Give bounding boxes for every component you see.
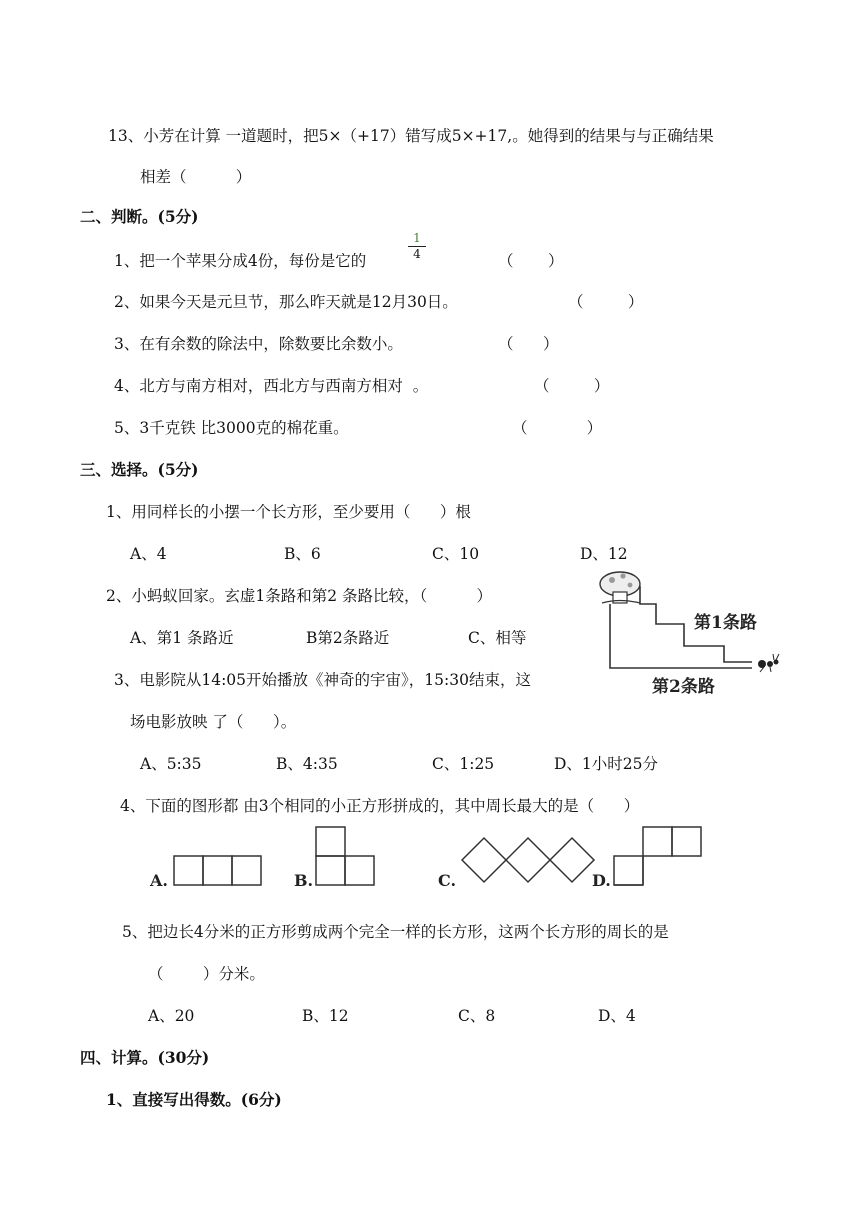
- s2-item2-text: 2、如果今天是元旦节，那么昨天就是12月30日。: [114, 293, 458, 311]
- section3-title: 三、选择。(5分): [80, 460, 199, 479]
- q13-line2: 相差（ ）: [140, 168, 252, 186]
- s3-q3-option-d: D、1小时25分: [554, 755, 659, 773]
- s3-q2-text: 2、小蚂蚁回家。玄虚1条路和第2 条路比较，（ ）: [106, 587, 493, 605]
- s2-item5-text: 5、3千克铁 比3000克的棉花重。: [114, 419, 349, 437]
- shape-c: [462, 838, 594, 882]
- route-2-label: 第2条路: [652, 677, 715, 697]
- s3-q5-option-d: D、4: [598, 1007, 636, 1025]
- s3-q1-option-c: C、10: [432, 545, 480, 563]
- fraction-one-quarter: [406, 232, 428, 261]
- s3-q1-option-d: D、12: [580, 545, 628, 563]
- q13-line1: 13、小芳在计算 一道题时，把5×（+17）错写成5×+17,。她得到的结果与与正确结果: [108, 127, 714, 145]
- s3-q5-line2: （ ）分米。: [148, 965, 265, 983]
- s2-item4-paren: （ ）: [534, 377, 610, 395]
- ant-route-figure: [596, 566, 782, 698]
- s3-q2-option-c: C、相等: [468, 629, 527, 647]
- section4-title: 四、计算。(30分): [80, 1048, 210, 1067]
- s3-q3-line2: 场电影放映 了（ ）。: [130, 713, 297, 731]
- s3-q3-option-a: A、5:35: [140, 755, 202, 773]
- s3-q3-option-b: B、4:35: [276, 755, 338, 773]
- section2-title: 二、判断。(5分): [80, 207, 199, 226]
- s3-q1-option-a: A、4: [130, 545, 167, 563]
- s3-q5-option-a: A、20: [148, 1007, 195, 1025]
- s2-item3-paren: （ ）: [498, 335, 559, 353]
- square-shapes-figure: [148, 824, 708, 892]
- shape-label-a: A.: [150, 871, 168, 890]
- s3-q5-line1: 5、把边长4分米的正方形剪成两个完全一样的长方形，这两个长方形的周长的是: [122, 923, 669, 941]
- s3-q3-line1: 3、电影院从14:05开始播放《神奇的宇宙》，15:30结束，这: [114, 671, 531, 689]
- shape-b: [316, 827, 374, 885]
- s3-q1-option-b: B、6: [284, 545, 321, 563]
- s2-item1-text: 1、把一个苹果分成4份，每份是它的: [114, 252, 367, 270]
- route-1-label: 第1条路: [694, 613, 757, 633]
- shape-a: [174, 856, 261, 885]
- s3-q2-option-b: B第2条路近: [306, 629, 390, 647]
- s3-q1-text: 1、用同样长的小摆一个长方形，至少要用（ ）根: [106, 503, 471, 521]
- section4-sub1: 1、直接写出得数。(6分): [106, 1090, 282, 1109]
- mushroom-house-icon: [600, 572, 640, 603]
- shape-d: [614, 827, 701, 885]
- shape-label-c: C.: [438, 871, 457, 890]
- fraction-numerator: 1: [413, 231, 421, 245]
- s3-q3-option-c: C、1:25: [432, 755, 495, 773]
- s3-q2-option-a: A、第1 条路近: [130, 629, 234, 647]
- fraction-denominator: 4: [413, 247, 421, 261]
- ant-icon: [758, 654, 779, 672]
- s2-item4-text: 4、北方与南方相对，西北方与西南方相对 。: [114, 377, 429, 395]
- s2-item2-paren: （ ）: [568, 293, 644, 311]
- shape-label-b: B.: [294, 871, 314, 890]
- s2-item5-paren: （ ）: [512, 419, 603, 437]
- s3-q5-option-b: B、12: [302, 1007, 349, 1025]
- s2-item3-text: 3、在有余数的除法中，除数要比余数小。: [114, 335, 403, 353]
- s3-q4-text: 4、下面的图形都 由3个相同的小正方形拼成的，其中周长最大的是（ ）: [120, 797, 640, 815]
- s2-item1-paren: （ ）: [498, 252, 564, 270]
- shape-label-d: D.: [592, 871, 611, 890]
- s3-q5-option-c: C、8: [458, 1007, 496, 1025]
